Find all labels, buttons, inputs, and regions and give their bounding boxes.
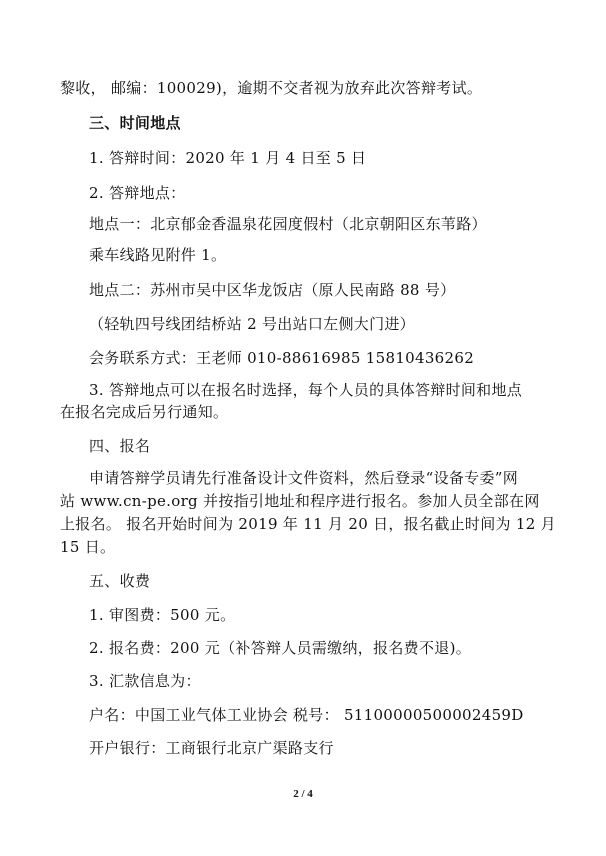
item-defense-time: 1. 答辩时间：2020 年 1 月 4 日至 5 日 — [89, 149, 367, 167]
location-one-route: 乘车线路见附件 1。 — [89, 246, 227, 264]
registration-paragraph-line-3: 上报名。 报名开始时间为 2019 年 11 月 20 日，报名截止时间为 12 月 — [60, 515, 556, 533]
remittance-info: 3. 汇款信息为： — [89, 672, 201, 690]
fee-registration: 2. 报名费：200 元（补答辩人员需缴纳，报名费不退)。 — [89, 639, 472, 657]
section-heading-time-location: 三、时间地点 — [89, 114, 181, 132]
registration-paragraph-line-1: 申请答辩学员请先行准备设计文件资料，然后登录“设备专委”网 — [89, 469, 519, 487]
section-heading-fees: 五、收费 — [89, 572, 151, 590]
section-heading-registration: 四、报名 — [89, 437, 151, 455]
registration-paragraph-line-4: 15 日。 — [60, 538, 116, 556]
contact-info: 会务联系方式：王老师 010-88616985 15810436262 — [89, 349, 475, 367]
location-one: 地点一：北京郁金香温泉花园度假村（北京朝阳区东苇路） — [89, 215, 487, 233]
item-defense-location: 2. 答辩地点： — [89, 184, 186, 202]
page-number: 2 / 4 — [293, 788, 313, 800]
item-location-selection-cont: 在报名完成后另行通知。 — [60, 403, 229, 421]
location-two-route: （轻轨四号线团结桥站 2 号出站口左侧大门进） — [89, 315, 415, 333]
account-name-tax-id: 户名：中国工业气体工业协会 税号： 51100000500002459D — [89, 706, 524, 724]
paragraph-deadline: 黎收， 邮编：100029)，逾期不交者视为放弃此次答辩考试。 — [60, 79, 483, 97]
location-two: 地点二：苏州市吴中区华龙饭店（原人民南路 88 号） — [89, 281, 456, 299]
item-location-selection: 3. 答辩地点可以在报名时选择，每个人员的具体答辩时间和地点 — [89, 381, 523, 399]
fee-review: 1. 审图费：500 元。 — [89, 606, 236, 624]
registration-paragraph-line-2: 站 www.cn-pe.org 并按指引地址和程序进行报名。参加人员全部在网 — [60, 492, 540, 510]
bank-name: 开户银行：工商银行北京广渠路支行 — [89, 739, 334, 757]
